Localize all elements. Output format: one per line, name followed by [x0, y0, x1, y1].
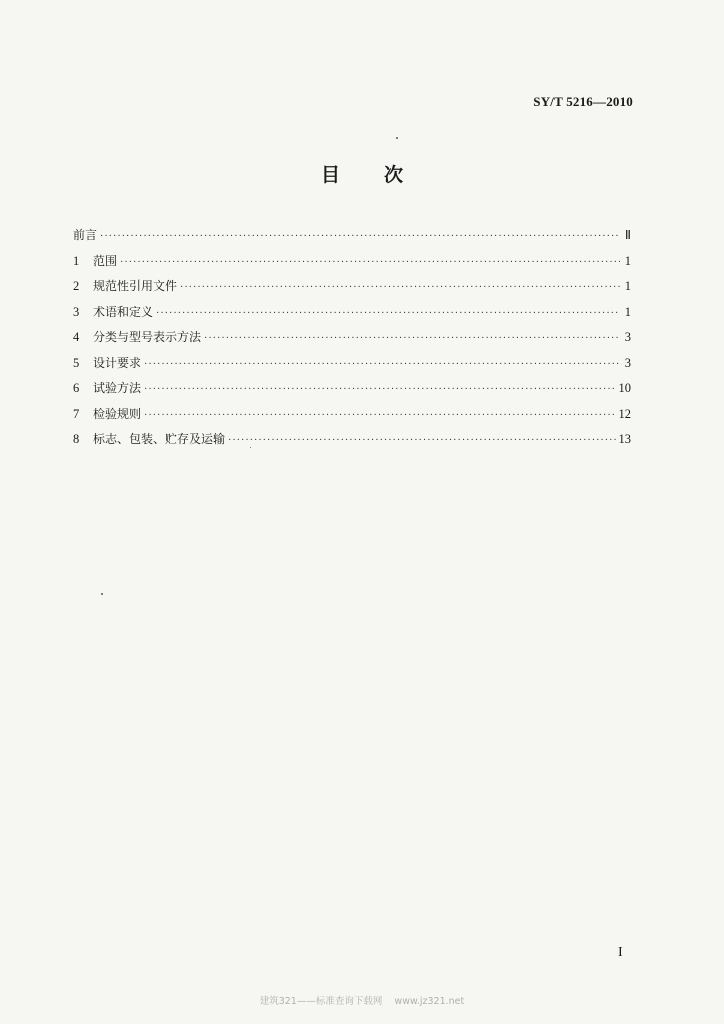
toc-leader-dots [144, 384, 615, 395]
table-of-contents [73, 226, 631, 456]
toc-entry-label: 标志、包装、贮存及运输 [93, 432, 226, 446]
toc-entry-label: 范围 [93, 253, 118, 268]
toc-entry-number: 3 [73, 304, 80, 319]
scan-speck [250, 447, 251, 448]
toc-entry-7[interactable] [73, 405, 631, 431]
toc-entry-label: 试验方法 [93, 381, 142, 395]
toc-leader-dots [180, 282, 620, 293]
scan-speck [396, 137, 398, 139]
watermark: 建筑321——标准查询下载网 www.jz321.net [259, 996, 465, 1007]
toc-entry-page: 10 [618, 381, 631, 395]
toc-entry-5[interactable] [73, 354, 631, 380]
toc-leader-dots [144, 410, 615, 421]
document-code: SY/T 5216—2010 [533, 94, 633, 109]
toc-entry-number: 1 [73, 253, 80, 268]
toc-entry-4[interactable] [73, 328, 631, 354]
toc-entry-number: 2 [73, 279, 80, 293]
toc-entry-2[interactable] [73, 277, 631, 303]
toc-title [0, 160, 724, 187]
toc-title-char-1: 目 [320, 164, 340, 186]
toc-entry-page: Ⅱ [624, 228, 631, 242]
toc-entry-label: 术语和定义 [93, 304, 154, 319]
toc-entry-page: 13 [618, 432, 631, 446]
toc-entry-label: 设计要求 [93, 355, 142, 370]
toc-leader-dots [144, 359, 620, 370]
toc-entry-page: 3 [624, 355, 631, 370]
toc-entry-number: 6 [73, 381, 80, 395]
toc-entry-page: 1 [624, 304, 631, 319]
toc-leader-dots [100, 231, 620, 242]
toc-entry-foreword[interactable] [73, 226, 631, 252]
toc-entry-number: 8 [73, 432, 80, 446]
toc-entry-number: 5 [73, 355, 80, 370]
toc-leader-dots [156, 308, 620, 319]
toc-entry-page: 1 [624, 279, 631, 293]
toc-entry-page: 3 [624, 330, 631, 344]
toc-entry-3[interactable] [73, 303, 631, 329]
page-number: I [618, 945, 623, 960]
toc-entry-page: 1 [624, 253, 631, 268]
toc-leader-dots [204, 333, 620, 344]
toc-leader-dots [120, 257, 620, 268]
toc-entry-8[interactable] [73, 430, 631, 456]
toc-entry-label: 检验规则 [93, 406, 142, 421]
toc-title-char-2: 次 [384, 164, 404, 186]
toc-entry-number: 7 [73, 406, 80, 421]
toc-entry-6[interactable] [73, 379, 631, 405]
toc-entry-label: 前言 [73, 228, 98, 242]
toc-leader-dots [228, 435, 615, 446]
toc-entry-label: 规范性引用文件 [93, 279, 178, 293]
toc-entry-number: 4 [73, 330, 80, 344]
toc-entry-label: 分类与型号表示方法 [93, 330, 202, 344]
toc-entry-1[interactable] [73, 252, 631, 278]
toc-entry-page: 12 [618, 406, 631, 421]
scan-speck [101, 593, 103, 595]
